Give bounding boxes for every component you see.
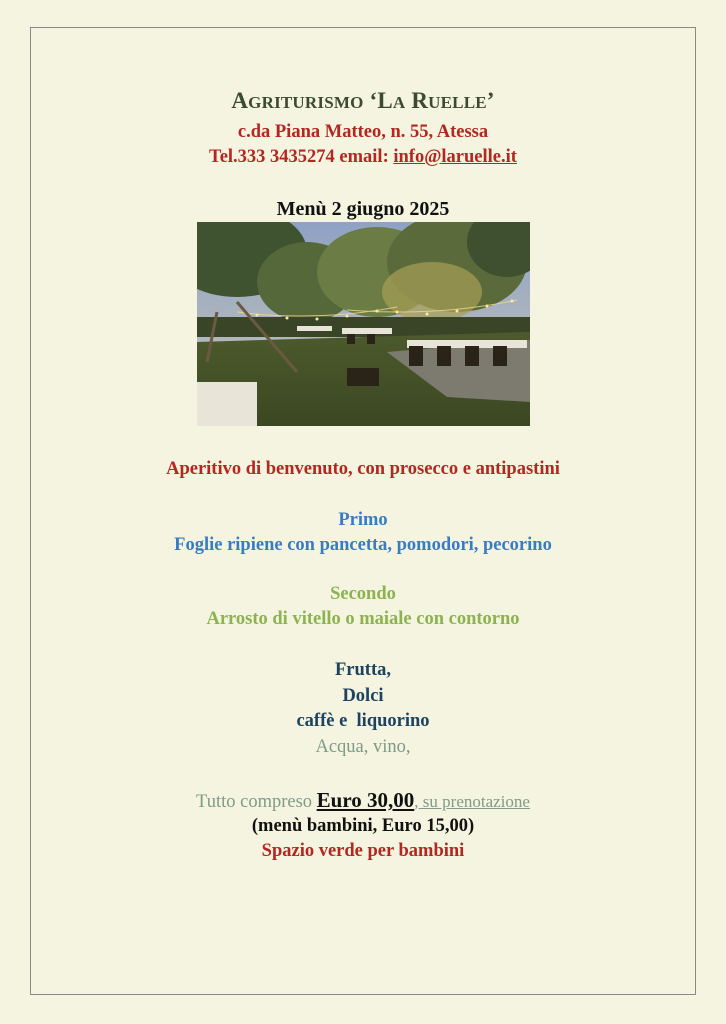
kids-menu-line: (menù bambini, Euro 15,00) xyxy=(251,816,475,836)
acqua-line: Acqua, vino, xyxy=(315,737,411,757)
email-link[interactable]: info@laruelle.it xyxy=(393,147,517,167)
secondo-heading: Secondo xyxy=(330,584,396,604)
price-value: Euro 30,00 xyxy=(316,788,415,812)
telephone: Tel.333 3435274 email: xyxy=(209,147,394,167)
frutta-line: Frutta, xyxy=(335,660,391,680)
contact-line xyxy=(0,147,726,168)
menu-date-heading: Menù 2 giugno 2025 xyxy=(276,198,450,220)
caffe-line: caffè e liquorino xyxy=(296,711,430,731)
primo-dish: Foglie ripiene con pancetta, pomodori, pecorino xyxy=(174,535,552,555)
kids-space-line: Spazio verde per bambini xyxy=(261,841,465,861)
dolci-line: Dolci xyxy=(342,686,384,706)
address: c.da Piana Matteo, n. 55, Atessa xyxy=(237,122,489,142)
price-line: Tutto compreso Euro 30,00, su prenotazione xyxy=(196,788,530,812)
garden-photo xyxy=(197,222,530,426)
secondo-dish: Arrosto di vitello o maiale con contorno xyxy=(206,609,520,629)
aperitivo-line: Aperitivo di benvenuto, con prosecco e antipastini xyxy=(166,459,560,479)
primo-heading: Primo xyxy=(338,510,388,530)
restaurant-title: AGRITURISMO ‘LA RUELLE’ xyxy=(231,88,495,113)
